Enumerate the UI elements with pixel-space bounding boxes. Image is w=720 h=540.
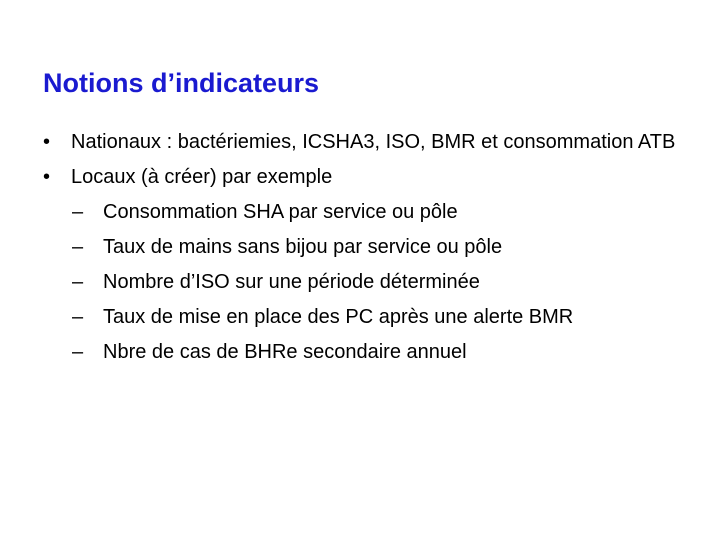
sub-bullet-text: Taux de mains sans bijou par service ou pôle — [103, 236, 503, 258]
sub-bullet-item — [0, 340, 720, 364]
bullet-list — [0, 130, 720, 364]
sub-bullet-text: Consommation SHA par service ou pôle — [103, 201, 458, 223]
dash-marker: – — [72, 341, 84, 363]
bullet-text: Nationaux : bactériemies, ICSHA3, ISO, BMR et consommation ATB — [71, 131, 676, 153]
sub-bullet-item — [0, 270, 720, 294]
bullet-marker: • — [43, 131, 51, 153]
bullet-text: Locaux (à créer) par exemple — [71, 166, 333, 188]
sub-list-container — [0, 200, 720, 364]
sub-bullet-item — [0, 235, 720, 259]
dash-marker: – — [72, 306, 84, 328]
sub-bullet-list — [0, 200, 720, 364]
slide-title: Notions d’indicateurs — [43, 68, 320, 98]
sub-bullet-text: Nombre d’ISO sur une période déterminée — [103, 271, 480, 293]
dash-marker: – — [72, 236, 84, 258]
dash-marker: – — [72, 201, 84, 223]
bullet-item — [0, 165, 720, 189]
sub-bullet-text: Nbre de cas de BHRe secondaire annuel — [103, 341, 467, 363]
dash-marker: – — [72, 271, 84, 293]
bullet-marker: • — [43, 166, 51, 188]
sub-bullet-text: Taux de mise en place des PC après une alerte BMR — [103, 306, 574, 328]
bullet-item — [0, 130, 720, 154]
sub-bullet-item — [0, 200, 720, 224]
sub-bullet-item — [0, 305, 720, 329]
